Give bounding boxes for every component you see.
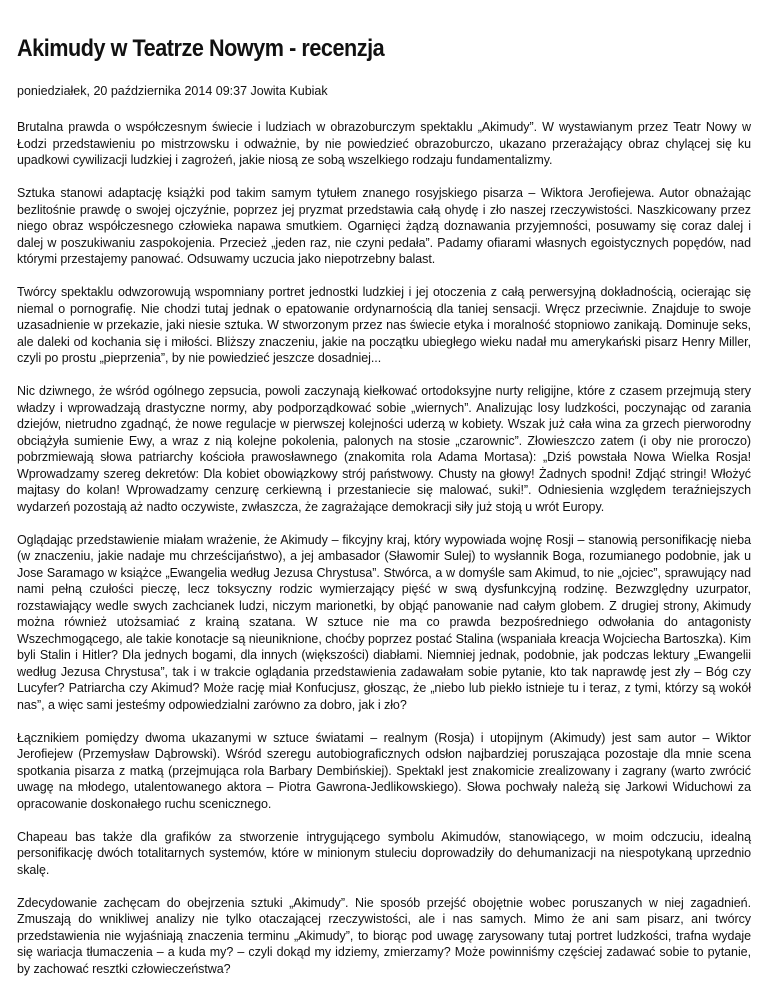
paragraph: Nic dziwnego, że wśród ogólnego zepsucia, powoli zaczynają kiełkować ortodoksyjne nurty religijne, które z czasem przejmują stery władzy i wprowadzają drastyczne normy, aby podporządkować sobie „wiernych”. Analizując losy ludzkości, poczynając od zarania dziejów, nietrudno zgadnąć, że nowe regulacje w pierwszej kolejności uderzą w kobiety. Wszak już cała wina za grzech pierworodny obciążyła sumienie Ewy, a wraz z nią kolejne pokolenia, palonych na stosie „czarownic”. Złowieszczo zatem (i oby nie proroczo) pobrzmiewają słowa patriarchy kościoła prawosławnego (znakomita rola Adama Mortasa): „Dziś powstała Nowa Wielka Rosja! Wprowadzamy szereg dekretów: Dla kobiet obowiązkowy strój państwowy. Chusty na głowy! Żadnych spodni! Zdjąć stringi! Włożyć majtasy do kolan! Wprowadzamy cenzurę cerkiewną i przestaniecie się malować, suki!”. Odniesienia względem teraźniejszych wydarzeń pozostają aż nadto oczywiste, zwłaszcza, że zagrażające demokracji siły już stoją u wrót Europy. <box>17 384 751 514</box>
paragraph: Brutalna prawda o współczesnym świecie i ludziach w obrazoburczym spektaklu „Akimudy”. W wystawianym przez Teatr Nowy w Łodzi przedstawieniu po mistrzowsku i odważnie, by nie powiedzieć obrazoburczo, ukazano przerażający obraz chylącej się ku upadkowi cywilizacji ludzkiej i zagrożeń, jakie niosą ze sobą wszelkiego rodzaju fundamentalizmy. <box>17 120 751 167</box>
article-title: Akimudy w Teatrze Nowym - recenzja <box>17 35 385 62</box>
paragraph: Łącznikiem pomiędzy dwoma ukazanymi w sztuce światami – realnym (Rosja) i utopijnym (Akimudy) jest sam autor – Wiktor Jerofiejew (Przemysław Dąbrowski). Wśród szeregu autobiograficznych odsłon najbardziej poruszająca pozostaje dla mnie scena spotkania pisarza z matką (przejmująca rola Barbary Dembińskiej). Spektakl jest znakomicie zrealizowany i zagrany (warto zwrócić uwagę na młodego, utalentowanego aktora – Piotra Gawrona-Jedlikowskiego). Słowa pochwały należą się Jarkowi Widuchowi za opracowanie doskonałego ruchu scenicznego. <box>17 730 751 811</box>
paragraph: Chapeau bas także dla grafików za stworzenie intrygującego symbolu Akimudów, stanowiącego, w moim odczuciu, idealną personifikację dwóch totalitarnych systemów, które w minionym stuleciu doprowadziły do dehumanizacji na niespotykaną uprzednio skalę. <box>17 829 751 877</box>
paragraph: Oglądając przedstawienie miałam wrażenie, że Akimudy – fikcyjny kraj, który wypowiada wojnę Rosji – stanowią personifikację nieba (w znaczeniu, jakie nadaje mu chrześcijaństwo), a jej ambasador (Sławomir Sulej) to wysłannik Boga, rozumianego podobnie, jak u Jose Saramago w książce „Ewangelia według Jezusa Chrystusa”. Stwórca, a w domyśle sam Akimud, to nie „ojciec”, sprawujący nad nami pełną czułości pieczę, lecz toksyczny rodzic wymierzający pięść w swą dysfunkcyjną rodzinę. Bezwzględny uzurpator, rozstawiający wedle swych zachcianek ludzi, niczym marionetki, by objąć panowanie nad całym globem. Z drugiej strony, Akimudy można również utożsamiać z krainą szatana. W sztuce nie ma co prawda bezpośredniego odwołania do antagonisty Wszechmogącego, ale takie konotacje są nieuniknione, choćby poprzez postać Stalina (wspaniała kreacja Wojciecha Bartoszka). Kim byli Stalin i Hitler? Dla jednych bogami, dla innych (większości) diabłami. Niemniej jednak, podobnie, jak podczas lektury „Ewangelii według Jezusa Chrystusa”, tak i w trakcie oglądania przedstawienia zadawałam sobie pytanie, kto tak naprawdę jest zły – Bóg czy Lucyfer? Patriarcha czy Akimud? Może rację miał Konfucjusz, głosząc, że „niebo lub piekło istnieje tu i teraz, z tymi, którzy są wokół nas”, a więc sami jesteśmy odpowiedzialni zarówno za dobro, jak i zło? <box>17 532 751 712</box>
paragraph: Sztuka stanowi adaptację książki pod takim samym tytułem znanego rosyjskiego pisarza – Wiktora Jerofiejewa. Autor obnażając bezlitośnie prawdę o swojej ojczyźnie, poprzez jej pryzmat przedstawia całą ohydę i zło naszej rzeczywistości. Naszkicowany przez niego obraz współczesnego człowieka napawa smutkiem. Ogarnięci żądzą doznawania przyjemności, posuwamy się coraz dalej i dalej w poszukiwaniu zaspokojenia. Przecież „jeden raz, nie czyni pedała”. Padamy ofiarami własnych egoistycznych popędów, nad którymi przestajemy panować. Odsuwamy uczucia jako niepotrzebny balast. <box>17 186 751 266</box>
paragraph: Zdecydowanie zachęcam do obejrzenia sztuki „Akimudy”. Nie sposób przejść obojętnie wobec poruszanych w niej zagadnień. Zmuszają do wnikliwej analizy nie tylko otaczającej rzeczywistości, ale i nas samych. Mimo że ani sam pisarz, ani twórcy przedstawienia nie wyjaśniają znaczenia terminu „Akimudy”, to biorąc pod uwagę zarysowany tutaj portret ludzkości, trafna wydaje się wariacja tłumaczenia – a kuda my? – czyli dokąd my idziemy, zmierzamy? Może powinniśmy częściej zadawać sobie to pytanie, by zachować resztki człowieczeństwa? <box>17 895 751 976</box>
paragraph: Twórcy spektaklu odwzorowują wspomniany portret jednostki ludzkiej i jej otoczenia z całą perwersyjną dokładnością, ocierając się niemal o pornografię. Nie chodzi tutaj jednak o epatowanie ordynarnością dla taniej sensacji. Wręcz przeciwnie. Znajduje to swoje uzasadnienie w przekazie, jaki niesie sztuka. W stworzonym przez nas świecie etyka i moralność stopniowo zanikają. Dominuje seks, ale daleki od kochania się i miłości. Bliższy znaczeniu, jakie na początku ubiegłego wieku nadał mu amerykański pisarz Henry Miller, czyli po prostu „pieprzenia”, by nie powiedzieć jeszcze dosadniej... <box>17 285 751 365</box>
article-meta: poniedziałek, 20 października 2014 09:37 Jowita Kubiak <box>17 84 328 98</box>
